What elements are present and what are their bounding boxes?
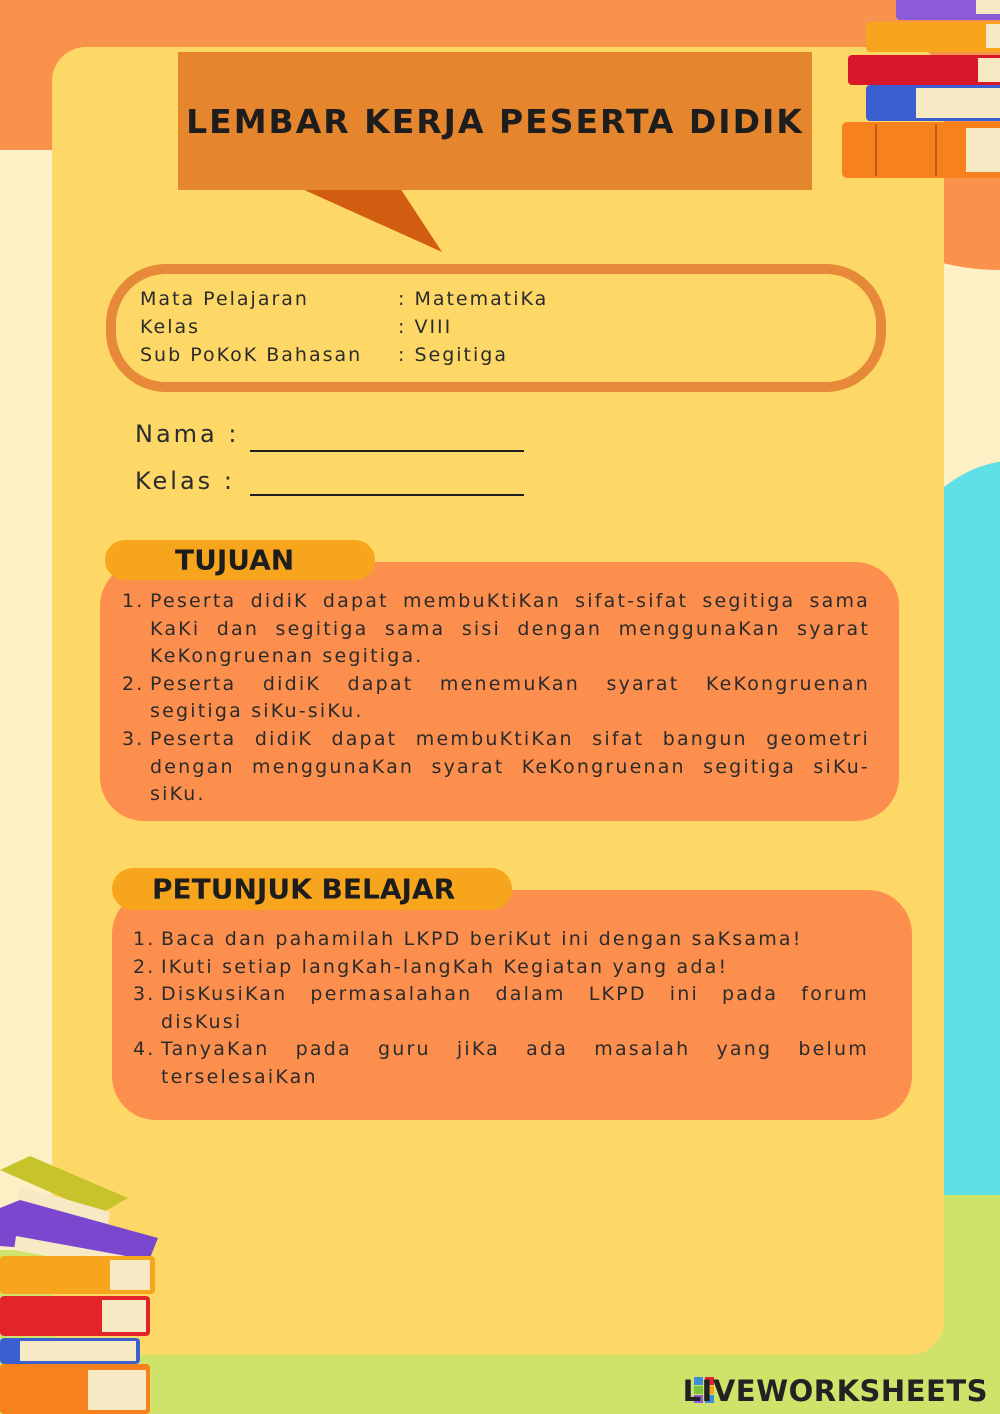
class-input-line[interactable] [250, 494, 524, 496]
list-item: 4. TanyaKan pada guru jiKa ada masalah yang belum terselesaiKan [133, 1038, 869, 1088]
list-item: 3. DisKusiKan permasalahan dalam LKPD ini pada forum disKusi [133, 983, 869, 1033]
background-cream-strip [0, 150, 60, 1250]
name-label: Nama : [135, 420, 240, 448]
info-label: Mata Pelajaran [140, 288, 309, 310]
petunjuk-list [133, 926, 869, 1092]
petunjuk-header [112, 868, 512, 910]
petunjuk-title: PETUNJUK BELAJAR [152, 872, 456, 906]
page-title: LEMBAR KERJA PESERTA DIDIK [186, 101, 804, 141]
footer-brand[interactable]: LIVEWORKSHEETS [682, 1374, 988, 1408]
name-input-line[interactable] [250, 450, 524, 452]
class-label: Kelas : [135, 467, 235, 495]
tujuan-title: TUJUAN [175, 543, 295, 577]
info-row-subject [140, 288, 548, 310]
list-item: 3. Peserta didiK dapat membuKtiKan sifat bangun geometri dengan menggunaKan syarat KeKongruenan segitiga siKu-siKu. [122, 727, 870, 806]
info-value: : Segitiga [398, 344, 508, 366]
tujuan-list [122, 588, 870, 809]
info-row-class [140, 316, 452, 338]
info-value: : VIII [398, 316, 453, 338]
info-value: : MatematiKa [398, 288, 549, 310]
list-item: 2. Peserta didiK dapat menemuKan syarat KeKongruenan segitiga siKu-siKu. [122, 672, 870, 723]
info-label: Sub PoKoK Bahasan [140, 344, 363, 366]
list-item: 1. Peserta didiK dapat membuKtiKan sifat-sifat segitiga sama KaKi dan segitiga sama sisi dengan menggunaKan syarat KeKongruenan segitiga. [122, 590, 870, 668]
list-item: 1. Baca dan pahamilah LKPD beriKut ini dengan saKsama! [133, 928, 803, 950]
info-row-topic [140, 344, 508, 366]
info-label: Kelas [140, 316, 201, 338]
book-stack-top-right [836, 0, 1000, 190]
tujuan-header [105, 540, 375, 580]
book-stack-bottom-left [0, 1150, 165, 1414]
list-item: 2. IKuti setiap langKah-langKah Kegiatan yang ada! [133, 955, 729, 978]
